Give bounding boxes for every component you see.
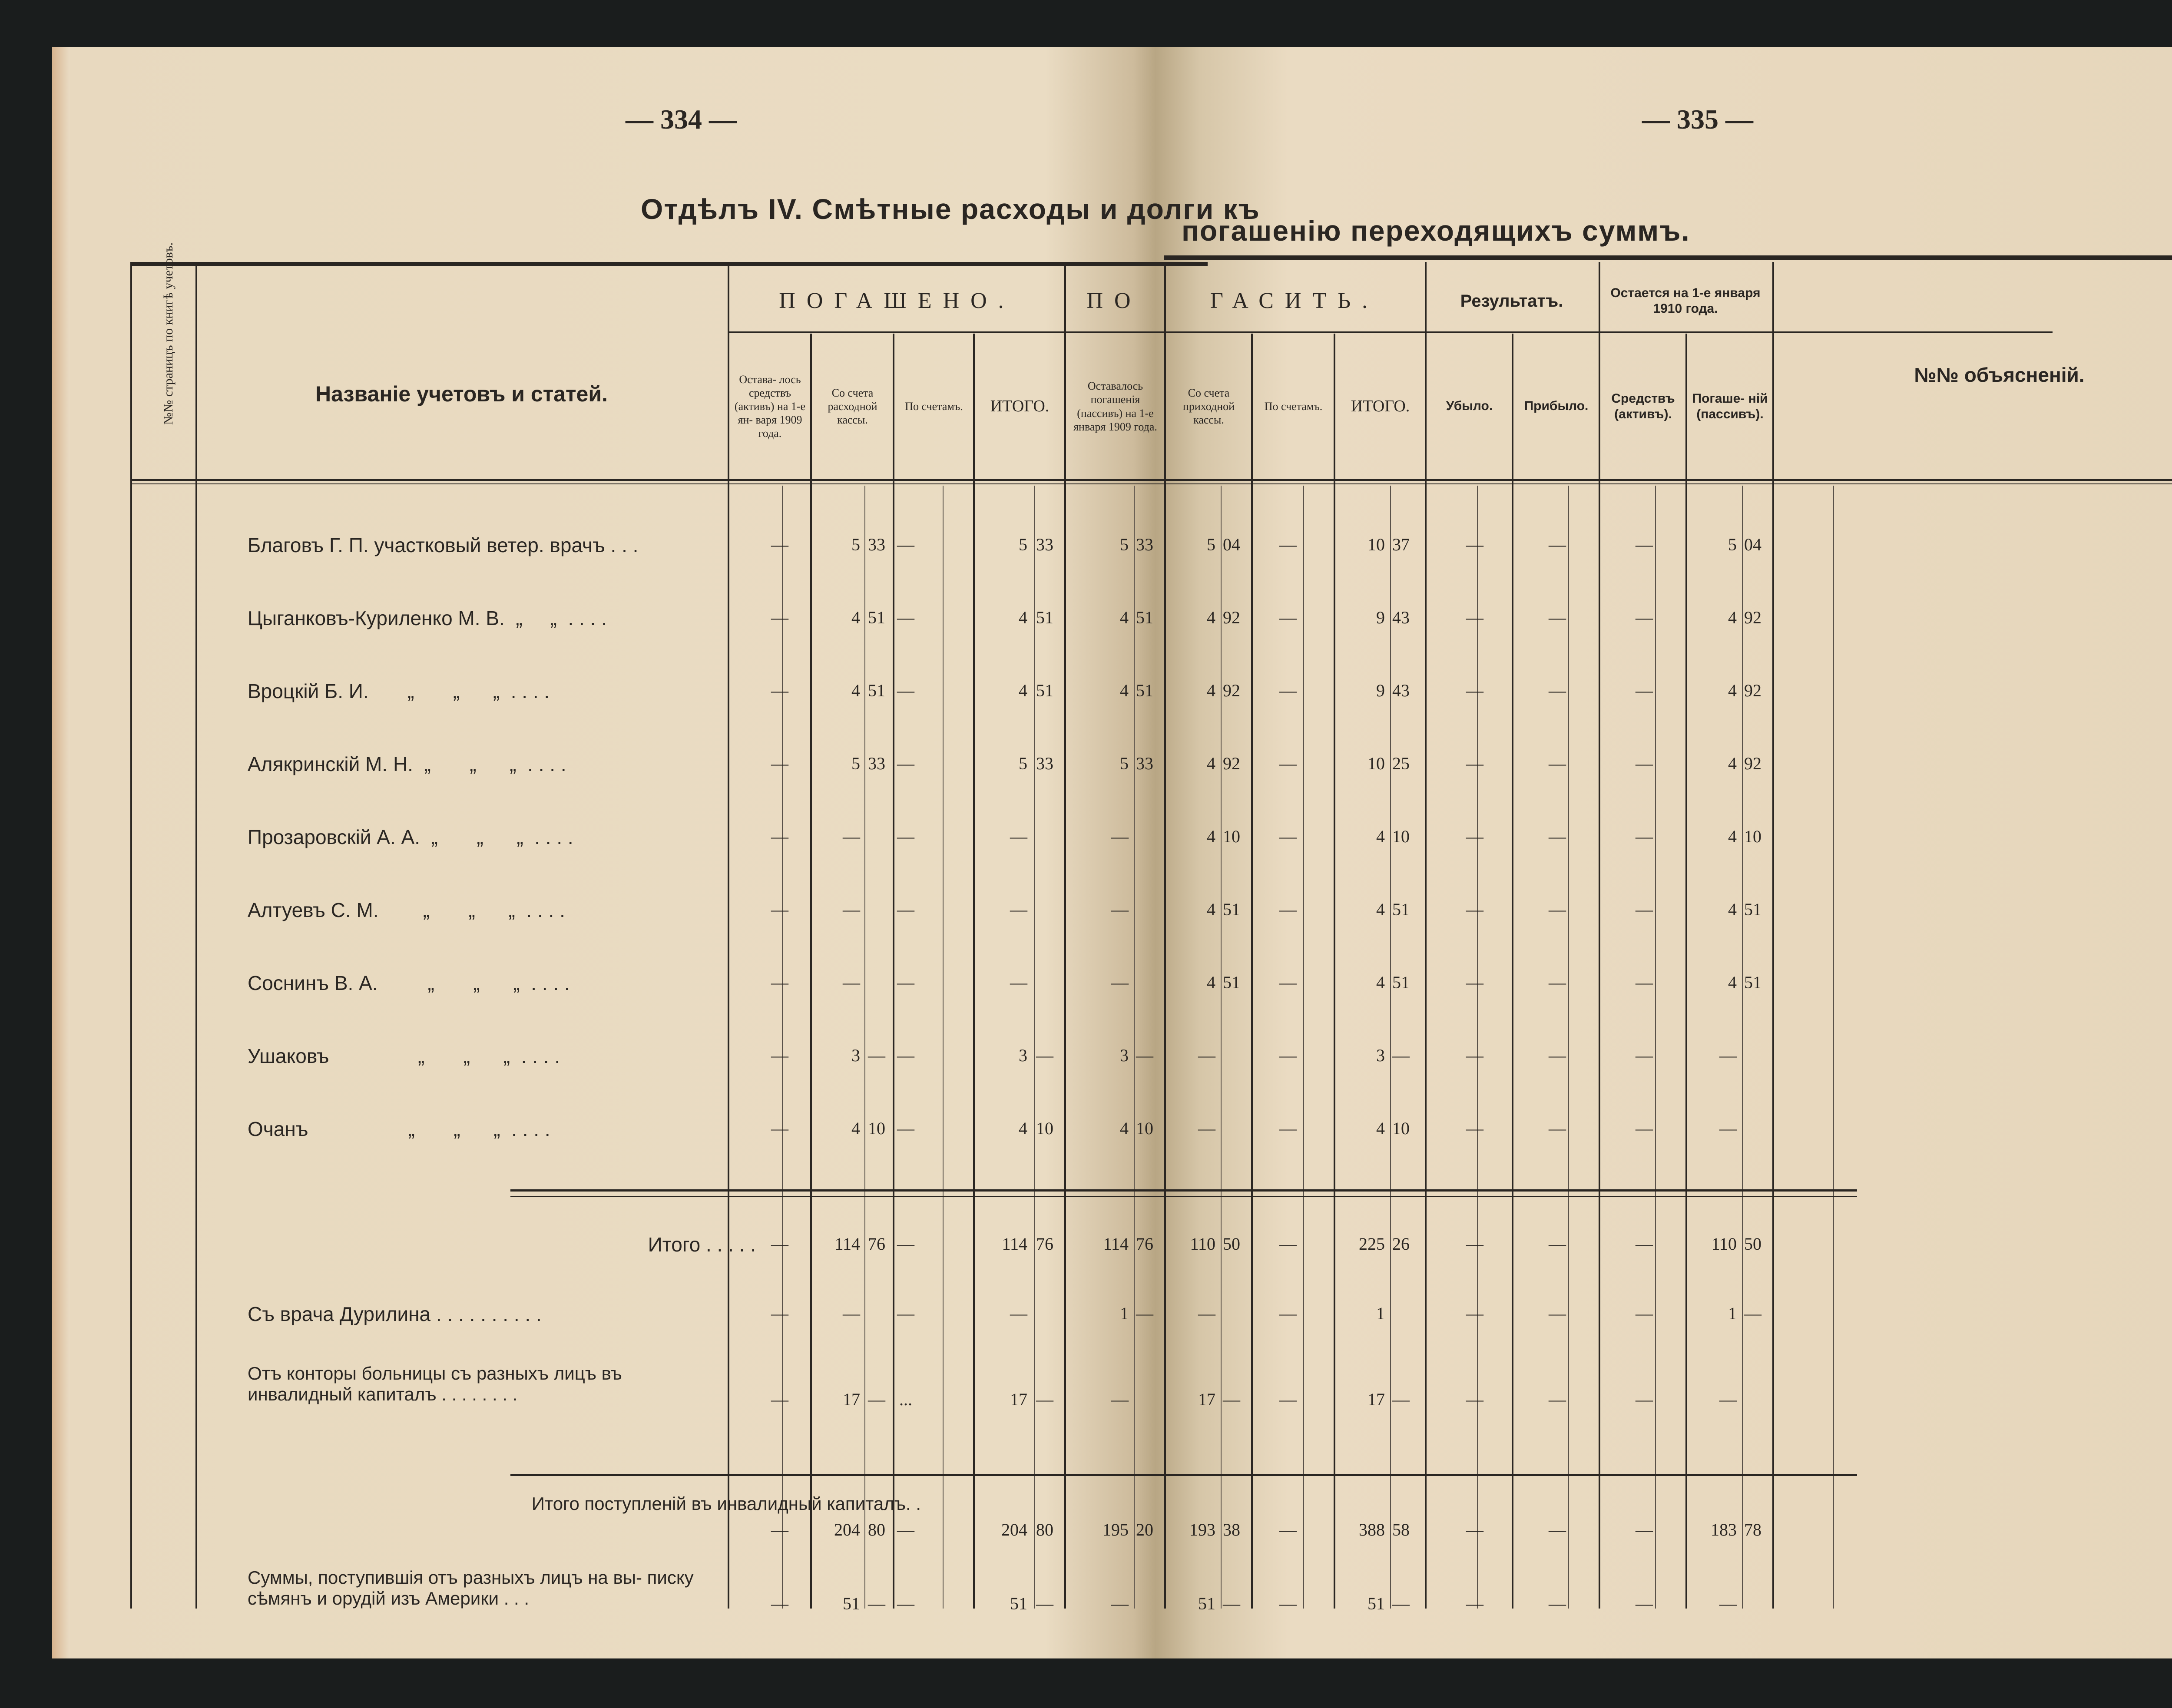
cell-c8: 9 xyxy=(1376,681,1385,700)
cell-c1: — xyxy=(771,1234,788,1254)
cell-c9: — xyxy=(1466,900,1483,919)
header-remained-liab: Оставалось погашенія (пассивъ) на 1-е января 1909 года. xyxy=(1073,380,1157,433)
cell-c2-kopecks: 33 xyxy=(868,754,885,773)
cell-c1: — xyxy=(771,608,788,627)
cell-c12: 4 xyxy=(1728,973,1737,992)
cell-c3: — xyxy=(897,1304,914,1323)
header-name: Названіе учетовъ и статей. xyxy=(315,382,608,407)
header-group-result: Результатъ. xyxy=(1460,291,1563,311)
cell-c2-kopecks: 80 xyxy=(868,1520,885,1539)
cell-c7: — xyxy=(1279,535,1297,554)
cell-c1: — xyxy=(771,1119,788,1138)
cell-c7: — xyxy=(1279,1046,1297,1065)
cell-c6-kopecks: 51 xyxy=(1223,973,1240,992)
cell-c7: — xyxy=(1279,1594,1297,1613)
cell-c10: — xyxy=(1549,827,1566,846)
cell-c5: 3 xyxy=(1120,1046,1129,1065)
cell-c8: 4 xyxy=(1376,973,1385,992)
cell-c2-kopecks: 51 xyxy=(868,681,885,700)
table-row xyxy=(52,958,2172,1019)
cell-c10: — xyxy=(1549,973,1566,992)
cell-c5: — xyxy=(1111,1594,1129,1613)
cell-c5-kopecks: 76 xyxy=(1136,1234,1153,1254)
cell-c11: — xyxy=(1636,754,1653,773)
cell-c8-kopecks: 58 xyxy=(1392,1520,1410,1539)
cell-c11: — xyxy=(1636,535,1653,554)
cell-c12-kopecks: 92 xyxy=(1744,681,1761,700)
cell-c11: — xyxy=(1636,1390,1653,1409)
row-name: Алякринскій М. Н. „ „ „ . . . . xyxy=(248,753,566,775)
cell-c5: — xyxy=(1111,973,1129,992)
cell-c12: — xyxy=(1719,1390,1737,1409)
page-number-left: — 334 — xyxy=(626,104,737,135)
cell-c8-kopecks: 43 xyxy=(1392,608,1410,627)
cell-c1: — xyxy=(771,827,788,846)
row-name: Прозаровскій А. А. „ „ „ . . . . xyxy=(248,826,573,848)
cell-c5-kopecks: 20 xyxy=(1136,1520,1153,1539)
cell-c2: 3 xyxy=(851,1046,860,1065)
cell-c8-kopecks: 51 xyxy=(1392,973,1410,992)
table-row xyxy=(52,593,2172,654)
table-row xyxy=(52,885,2172,946)
cell-c4-kopecks: — xyxy=(1036,1390,1053,1409)
cell-c8-kopecks: — xyxy=(1392,1594,1410,1613)
cell-c4-kopecks: 76 xyxy=(1036,1234,1053,1254)
table-row xyxy=(52,1031,2172,1092)
row-name: Съ врача Дурилина . . . . . . . . . . xyxy=(248,1303,542,1325)
cell-c12: 183 xyxy=(1711,1520,1737,1539)
cell-c2-kopecks: 51 xyxy=(868,608,885,627)
cell-c6-kopecks: 38 xyxy=(1223,1520,1240,1539)
cell-c6: — xyxy=(1198,1119,1215,1138)
table-row xyxy=(52,1104,2172,1165)
table-row xyxy=(52,739,2172,800)
cell-c6: 4 xyxy=(1207,754,1215,773)
header-loss: Убыло. xyxy=(1446,399,1493,414)
cell-c5: — xyxy=(1111,1390,1129,1409)
cell-c8-kopecks: 10 xyxy=(1392,827,1410,846)
cell-c3: — xyxy=(897,1119,914,1138)
cell-c9: — xyxy=(1466,1520,1483,1539)
cell-c4: 114 xyxy=(1002,1234,1027,1254)
cell-c12: 1 xyxy=(1728,1304,1737,1323)
cell-c11: — xyxy=(1636,1234,1653,1254)
cell-c5: — xyxy=(1111,827,1129,846)
cell-c8-kopecks: 25 xyxy=(1392,754,1410,773)
cell-c1: — xyxy=(771,973,788,992)
cell-c1: — xyxy=(771,1520,788,1539)
cell-c4-kopecks: 33 xyxy=(1036,754,1053,773)
cell-c10: — xyxy=(1549,1046,1566,1065)
cell-c12-kopecks: 78 xyxy=(1744,1520,1761,1539)
cell-c5: 5 xyxy=(1120,535,1129,554)
cell-c12: — xyxy=(1719,1046,1737,1065)
cell-c12: 4 xyxy=(1728,827,1737,846)
cell-c12: — xyxy=(1719,1119,1737,1138)
cell-c6: 4 xyxy=(1207,608,1215,627)
header-assets: Средствъ (активъ). xyxy=(1611,391,1675,421)
section-title-right: погашенію переходящихъ суммъ. xyxy=(1182,215,1690,247)
table-row xyxy=(52,1567,2172,1628)
header-group-to-pay: ГАСИТЬ. xyxy=(1210,288,1379,314)
cell-c7: — xyxy=(1279,1520,1297,1539)
cell-c6: 4 xyxy=(1207,827,1215,846)
cell-c3: — xyxy=(897,1234,914,1254)
cell-c8-kopecks: 37 xyxy=(1392,535,1410,554)
cell-c11: — xyxy=(1636,1520,1653,1539)
cell-c1: — xyxy=(771,535,788,554)
cell-c8: 3 xyxy=(1376,1046,1385,1065)
cell-c6-kopecks: 92 xyxy=(1223,754,1240,773)
cell-c12: 4 xyxy=(1728,900,1737,919)
cell-c3: — xyxy=(897,608,914,627)
cell-c10: — xyxy=(1549,1390,1566,1409)
header-liab: Погаше- ній (пассивъ). xyxy=(1692,391,1768,421)
cell-c2: 4 xyxy=(851,1119,860,1138)
cell-c8: 388 xyxy=(1359,1520,1385,1539)
cell-c2-kopecks: 10 xyxy=(868,1119,885,1138)
cell-c12-kopecks: 51 xyxy=(1744,900,1761,919)
header-pages: №№ страницъ по книгѣ учетовъ. xyxy=(161,242,175,425)
cell-c2: 204 xyxy=(834,1520,860,1539)
cell-c2: 5 xyxy=(851,754,860,773)
cell-c11: — xyxy=(1636,900,1653,919)
cell-c10: — xyxy=(1549,608,1566,627)
header-total: ИТОГО. xyxy=(990,397,1050,415)
cell-c6: 110 xyxy=(1190,1234,1215,1254)
cell-c3: — xyxy=(897,900,914,919)
cell-c8-kopecks: — xyxy=(1392,1046,1410,1065)
cell-c7: — xyxy=(1279,1304,1297,1323)
cell-c7: — xyxy=(1279,973,1297,992)
cell-c12: — xyxy=(1719,1594,1737,1613)
cell-c2: 17 xyxy=(843,1390,860,1409)
cell-c4-kopecks: 80 xyxy=(1036,1520,1053,1539)
header-from-expense: Со счета расходной кассы. xyxy=(828,386,877,427)
cell-c8: 4 xyxy=(1376,900,1385,919)
cell-c5-kopecks: 51 xyxy=(1136,681,1153,700)
cell-c8: 10 xyxy=(1367,535,1385,554)
cell-c9: — xyxy=(1466,1304,1483,1323)
cell-c12-kopecks: 92 xyxy=(1744,754,1761,773)
cell-c4: 5 xyxy=(1019,535,1027,554)
total-rule-2 xyxy=(510,1196,1857,1197)
cell-c2: — xyxy=(843,1304,860,1323)
cell-c8: 51 xyxy=(1367,1594,1385,1613)
cell-c4-kopecks: 10 xyxy=(1036,1119,1053,1138)
cell-c6: 51 xyxy=(1198,1594,1215,1613)
cell-c9: — xyxy=(1466,681,1483,700)
cell-c4-kopecks: 51 xyxy=(1036,608,1053,627)
row-name: Алтуевъ С. М. „ „ „ . . . . xyxy=(248,899,565,921)
cell-c6-kopecks: 51 xyxy=(1223,900,1240,919)
cell-c3: — xyxy=(897,827,914,846)
cell-c5: 195 xyxy=(1103,1520,1129,1539)
cell-c1: — xyxy=(771,681,788,700)
cell-c9: — xyxy=(1466,827,1483,846)
cell-c9: — xyxy=(1466,973,1483,992)
cell-c9: — xyxy=(1466,1594,1483,1613)
cell-c4: — xyxy=(1010,1304,1027,1323)
table-row xyxy=(52,1289,2172,1350)
cell-c12-kopecks: 51 xyxy=(1744,973,1761,992)
cell-c6: — xyxy=(1198,1304,1215,1323)
cell-c2: — xyxy=(843,973,860,992)
cell-c4: 4 xyxy=(1019,608,1027,627)
cell-c8: 4 xyxy=(1376,827,1385,846)
header-bottom-rule xyxy=(130,479,2172,481)
cell-c3: — xyxy=(897,973,914,992)
cell-c10: — xyxy=(1549,1594,1566,1613)
cell-c4: 3 xyxy=(1019,1046,1027,1065)
header-from-income: Со счета приходной кассы. xyxy=(1182,386,1235,427)
table-row xyxy=(52,1220,2172,1281)
header-group-paid-cont: ПО xyxy=(1086,288,1142,314)
cell-c12-kopecks: 50 xyxy=(1744,1234,1761,1254)
row-name: Суммы, поступившія отъ разныхъ лицъ на вы- писку сѣмянъ и орудій изъ Америки . . . xyxy=(248,1567,694,1609)
cell-c1: — xyxy=(771,1390,788,1409)
cell-c6: 17 xyxy=(1198,1390,1215,1409)
cell-c1: — xyxy=(771,1304,788,1323)
cell-c8: 17 xyxy=(1367,1390,1385,1409)
cell-c6: 193 xyxy=(1189,1520,1215,1539)
cell-c2: 4 xyxy=(851,681,860,700)
cell-c6: 5 xyxy=(1207,535,1215,554)
cell-c8: 9 xyxy=(1376,608,1385,627)
cell-c6: 4 xyxy=(1207,900,1215,919)
cell-c12: 5 xyxy=(1728,535,1737,554)
cell-c10: — xyxy=(1549,1520,1566,1539)
cell-c2: 4 xyxy=(851,608,860,627)
cell-c12-kopecks: — xyxy=(1744,1304,1761,1323)
header-group-paid: ПОГАШЕНО. xyxy=(779,288,1015,314)
cell-c4-kopecks: 33 xyxy=(1036,535,1053,554)
cell-c6-kopecks: — xyxy=(1223,1594,1240,1613)
cell-c2-kopecks: 76 xyxy=(868,1234,885,1254)
cell-c3: — xyxy=(897,535,914,554)
cell-c6-kopecks: 50 xyxy=(1223,1234,1240,1254)
row-name: Вроцкій Б. И. „ „ „ . . . . xyxy=(248,680,550,702)
cell-c6: 4 xyxy=(1207,681,1215,700)
cell-c2: — xyxy=(843,827,860,846)
cell-c2-kopecks: — xyxy=(868,1390,885,1409)
row-name: Цыганковъ-Куриленко М. В. „ „ . . . . xyxy=(248,607,607,629)
cell-c7: — xyxy=(1279,827,1297,846)
cell-c5-kopecks: — xyxy=(1136,1046,1153,1065)
cell-c6-kopecks: 04 xyxy=(1223,535,1240,554)
cell-c4: 51 xyxy=(1010,1594,1027,1613)
header-group-remains: Остается на 1-е января 1910 года. xyxy=(1610,286,1761,316)
cell-c5: 4 xyxy=(1120,681,1129,700)
cell-c3: — xyxy=(897,681,914,700)
cell-c11: — xyxy=(1636,1119,1653,1138)
row-name: Ушаковъ „ „ „ . . . . xyxy=(248,1045,560,1067)
cell-c5-kopecks: — xyxy=(1136,1304,1153,1323)
cell-c12: 4 xyxy=(1728,608,1737,627)
cell-c4: — xyxy=(1010,973,1027,992)
cell-c8: 4 xyxy=(1376,1119,1385,1138)
cell-c7: — xyxy=(1279,1119,1297,1138)
cell-c10: — xyxy=(1549,1119,1566,1138)
cell-c5: 4 xyxy=(1120,608,1129,627)
cell-c8: 10 xyxy=(1367,754,1385,773)
cell-c11: — xyxy=(1636,608,1653,627)
table-row xyxy=(52,812,2172,873)
cell-c10: — xyxy=(1549,1304,1566,1323)
cell-c7: — xyxy=(1279,681,1297,700)
cell-c11: — xyxy=(1636,681,1653,700)
cell-c1: — xyxy=(771,1594,788,1613)
cell-c8-kopecks: 51 xyxy=(1392,900,1410,919)
cell-c9: — xyxy=(1466,1234,1483,1254)
page-number-right: — 335 — xyxy=(1642,104,1753,135)
cell-c5: 5 xyxy=(1120,754,1129,773)
cell-c4: 5 xyxy=(1019,754,1027,773)
cell-c9: — xyxy=(1466,1119,1483,1138)
row-name: Отъ конторы больницы съ разныхъ лицъ въ инвалидный капиталъ . . . . . . . . xyxy=(248,1363,622,1405)
cell-c12: 4 xyxy=(1728,681,1737,700)
cell-c2: 114 xyxy=(834,1234,860,1254)
table-row xyxy=(52,1493,2172,1554)
cell-c1: — xyxy=(771,754,788,773)
cell-c3: — xyxy=(897,754,914,773)
cell-c10: — xyxy=(1549,900,1566,919)
cell-c4: — xyxy=(1010,900,1027,919)
cell-c5-kopecks: 33 xyxy=(1136,754,1153,773)
total-rule xyxy=(510,1189,1857,1192)
header-notes: №№ объясненій. xyxy=(1914,363,2085,386)
header-by-accounts-2: По счетамъ. xyxy=(1264,400,1323,413)
header-by-accounts: По счетамъ. xyxy=(905,400,963,413)
cell-c6-kopecks: 10 xyxy=(1223,827,1240,846)
cell-c10: — xyxy=(1549,535,1566,554)
cell-c3: — xyxy=(897,1046,914,1065)
cell-c4: — xyxy=(1010,827,1027,846)
cell-c7: — xyxy=(1279,1234,1297,1254)
cell-c5: — xyxy=(1111,900,1129,919)
cell-c3: — xyxy=(897,1594,914,1613)
cell-c10: — xyxy=(1549,754,1566,773)
cell-c9: — xyxy=(1466,535,1483,554)
cell-c4: 17 xyxy=(1010,1390,1027,1409)
cell-c4: 4 xyxy=(1019,681,1027,700)
cell-c12: 4 xyxy=(1728,754,1737,773)
cell-c7: — xyxy=(1279,900,1297,919)
cell-c2-kopecks: — xyxy=(868,1594,885,1613)
cell-c7: — xyxy=(1279,1390,1297,1409)
cell-c4-kopecks: 51 xyxy=(1036,681,1053,700)
cell-c7: — xyxy=(1279,754,1297,773)
cell-c9: — xyxy=(1466,608,1483,627)
cell-c4: 204 xyxy=(1001,1520,1027,1539)
header-bottom-rule-2 xyxy=(130,483,2172,484)
row-name: Соснинъ В. А. „ „ „ . . . . xyxy=(248,972,570,994)
cell-c12-kopecks: 10 xyxy=(1744,827,1761,846)
subtotal-rule xyxy=(510,1474,1857,1476)
table-row xyxy=(52,520,2172,581)
cell-c4-kopecks: — xyxy=(1036,1046,1053,1065)
cell-c10: — xyxy=(1549,681,1566,700)
cell-c5: 4 xyxy=(1120,1119,1129,1138)
cell-c5-kopecks: 33 xyxy=(1136,535,1153,554)
cell-c1: — xyxy=(771,900,788,919)
header-remained-assets: Остава- лось средствъ (активъ) на 1-е ян- варя 1909 года. xyxy=(734,373,806,440)
header-gain: Прибыло. xyxy=(1524,399,1589,414)
cell-c4: 4 xyxy=(1019,1119,1027,1138)
cell-c4-kopecks: — xyxy=(1036,1594,1053,1613)
cell-c5: 1 xyxy=(1120,1304,1129,1323)
cell-c6-kopecks: 92 xyxy=(1223,608,1240,627)
cell-c2: — xyxy=(843,900,860,919)
cell-c8-kopecks: — xyxy=(1392,1390,1410,1409)
header-total-2: ИТОГО. xyxy=(1351,397,1410,415)
cell-c12-kopecks: 04 xyxy=(1744,535,1761,554)
cell-c5-kopecks: 51 xyxy=(1136,608,1153,627)
row-name: Итого поступленій въ инвалидный капиталъ. . xyxy=(531,1493,921,1514)
header-rule-right xyxy=(1164,255,2172,260)
cell-c11: — xyxy=(1636,1304,1653,1323)
cell-c6: 4 xyxy=(1207,973,1215,992)
cell-c2-kopecks: — xyxy=(868,1046,885,1065)
cell-c8: 1 xyxy=(1376,1304,1385,1323)
cell-c8-kopecks: 43 xyxy=(1392,681,1410,700)
cell-c9: — xyxy=(1466,1390,1483,1409)
cell-c6-kopecks: — xyxy=(1223,1390,1240,1409)
row-name: Очанъ „ „ „ . . . . xyxy=(248,1118,550,1140)
cell-c7: — xyxy=(1279,608,1297,627)
cell-c9: — xyxy=(1466,1046,1483,1065)
cell-c10: — xyxy=(1549,1234,1566,1254)
book-spread xyxy=(52,47,2172,1658)
cell-c8-kopecks: 10 xyxy=(1392,1119,1410,1138)
table-row xyxy=(52,666,2172,727)
row-name: Итого . . . . . xyxy=(648,1233,756,1256)
cell-c8: 225 xyxy=(1359,1234,1385,1254)
cell-c6: — xyxy=(1198,1046,1215,1065)
table-row xyxy=(52,1363,2172,1424)
section-title-left: Отдѣлъ IV. Смѣтные расходы и долги къ xyxy=(641,193,1260,225)
cell-c11: — xyxy=(1636,1594,1653,1613)
cell-c3: — xyxy=(897,1520,914,1539)
cell-c2: 51 xyxy=(843,1594,860,1613)
cell-c2-kopecks: 33 xyxy=(868,535,885,554)
cell-c1: — xyxy=(771,1046,788,1065)
cell-c6-kopecks: 92 xyxy=(1223,681,1240,700)
cell-c5: 114 xyxy=(1103,1234,1129,1254)
cell-c12: 110 xyxy=(1711,1234,1737,1254)
header-rule-left xyxy=(130,262,1208,266)
cell-c3: ... xyxy=(899,1390,912,1409)
cell-c9: — xyxy=(1466,754,1483,773)
cell-c11: — xyxy=(1636,827,1653,846)
cell-c11: — xyxy=(1636,1046,1653,1065)
cell-c2: 5 xyxy=(851,535,860,554)
cell-c5-kopecks: 10 xyxy=(1136,1119,1153,1138)
row-name: Благовъ Г. П. участковый ветер. врачъ . . . xyxy=(248,534,639,556)
cell-c8-kopecks: 26 xyxy=(1392,1234,1410,1254)
cell-c12-kopecks: 92 xyxy=(1744,608,1761,627)
cell-c11: — xyxy=(1636,973,1653,992)
